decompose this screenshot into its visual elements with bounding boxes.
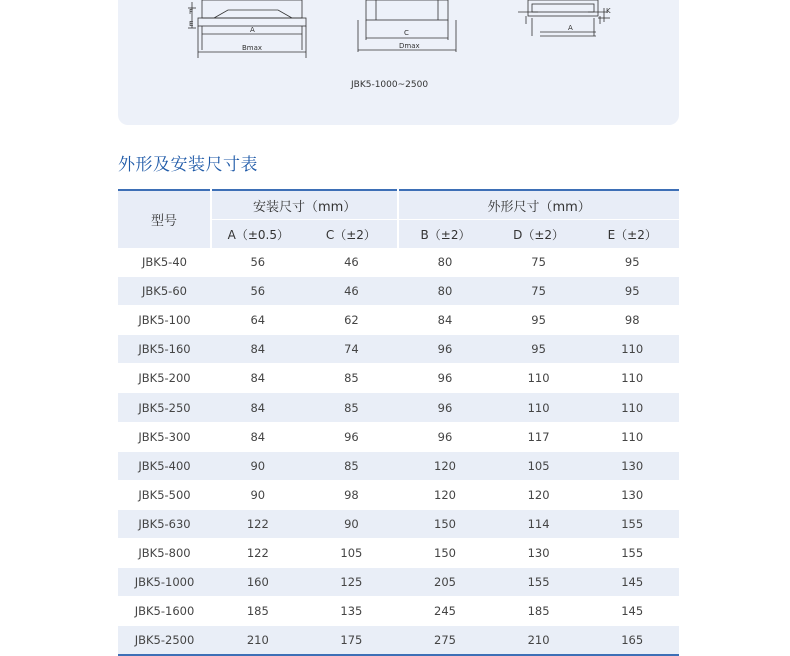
cell-d: 120 [492, 480, 586, 509]
table-row [118, 248, 679, 277]
cell-model: JBK5-100 [118, 306, 211, 335]
cell-a: 84 [211, 364, 305, 393]
header-c: C（±2） [305, 220, 399, 249]
table-header-row [118, 190, 679, 220]
cell-model: JBK5-40 [118, 248, 211, 277]
table-row [118, 451, 679, 480]
cell-e: 145 [585, 597, 679, 626]
cell-e: 110 [585, 393, 679, 422]
cell-d: 130 [492, 538, 586, 567]
cell-model: JBK5-60 [118, 277, 211, 306]
cell-c: 46 [305, 277, 399, 306]
cell-model: JBK5-400 [118, 451, 211, 480]
cell-a: 210 [211, 626, 305, 656]
table-row [118, 277, 679, 306]
cell-b: 150 [398, 538, 492, 567]
cell-d: 114 [492, 509, 586, 538]
drawing-caption: JBK5-1000~2500 [351, 80, 429, 90]
cell-model: JBK5-160 [118, 335, 211, 364]
table-row [118, 422, 679, 451]
cell-c: 85 [305, 393, 399, 422]
table-row [118, 626, 679, 656]
dim-label-a-right: A [568, 24, 573, 32]
cell-a: 160 [211, 568, 305, 597]
cell-d: 210 [492, 626, 586, 656]
cell-d: 110 [492, 393, 586, 422]
cell-b: 96 [398, 335, 492, 364]
dimension-drawing-panel [118, 0, 679, 125]
cell-e: 165 [585, 626, 679, 656]
dim-label-k: K [606, 7, 611, 15]
cell-a: 122 [211, 538, 305, 567]
cell-e: 95 [585, 277, 679, 306]
cell-model: JBK5-200 [118, 364, 211, 393]
cell-a: 56 [211, 277, 305, 306]
cell-model: JBK5-500 [118, 480, 211, 509]
cell-e: 110 [585, 364, 679, 393]
cell-model: JBK5-1000 [118, 568, 211, 597]
section-title: 外形及安装尺寸表 [118, 155, 258, 175]
cell-c: 85 [305, 451, 399, 480]
table-row [118, 597, 679, 626]
table-row [118, 364, 679, 393]
cell-a: 90 [211, 480, 305, 509]
cell-model: JBK5-300 [118, 422, 211, 451]
cell-e: 130 [585, 451, 679, 480]
table-row [118, 335, 679, 364]
cell-model: JBK5-2500 [118, 626, 211, 656]
cell-a: 84 [211, 393, 305, 422]
cell-model: JBK5-1600 [118, 597, 211, 626]
dim-label-dmax: Dmax [399, 42, 420, 50]
cell-c: 175 [305, 626, 399, 656]
cell-b: 84 [398, 306, 492, 335]
table-row [118, 538, 679, 567]
cell-c: 74 [305, 335, 399, 364]
table-row [118, 480, 679, 509]
cell-a: 122 [211, 509, 305, 538]
top-view-drawing [518, 0, 610, 36]
header-install-dimensions: 安装尺寸（mm） [211, 190, 398, 220]
header-e: E（±2） [585, 220, 679, 249]
cell-model: JBK5-800 [118, 538, 211, 567]
cell-b: 150 [398, 509, 492, 538]
dim-label-bmax: Bmax [242, 44, 263, 52]
table-row [118, 568, 679, 597]
cell-c: 135 [305, 597, 399, 626]
cell-e: 155 [585, 538, 679, 567]
cell-a: 90 [211, 451, 305, 480]
cell-a: 64 [211, 306, 305, 335]
header-model: 型号 [118, 190, 211, 248]
header-d: D（±2） [492, 220, 586, 249]
cell-a: 84 [211, 335, 305, 364]
cell-c: 46 [305, 248, 399, 277]
cell-c: 62 [305, 306, 399, 335]
cell-model: JBK5-630 [118, 509, 211, 538]
cell-c: 96 [305, 422, 399, 451]
header-a: A（±0.5） [211, 220, 305, 249]
dimension-drawing [118, 0, 679, 125]
cell-b: 275 [398, 626, 492, 656]
table-row [118, 509, 679, 538]
header-b: B（±2） [398, 220, 492, 249]
cell-c: 85 [305, 364, 399, 393]
cell-e: 155 [585, 509, 679, 538]
cell-model: JBK5-250 [118, 393, 211, 422]
cell-e: 145 [585, 568, 679, 597]
cell-b: 120 [398, 480, 492, 509]
cell-e: 130 [585, 480, 679, 509]
table-row [118, 393, 679, 422]
cell-a: 56 [211, 248, 305, 277]
cell-b: 96 [398, 364, 492, 393]
cell-a: 185 [211, 597, 305, 626]
dimension-table [118, 189, 679, 656]
header-outline-dimensions: 外形尺寸（mm） [398, 190, 679, 220]
cell-b: 245 [398, 597, 492, 626]
cell-e: 110 [585, 422, 679, 451]
cell-d: 155 [492, 568, 586, 597]
cell-b: 80 [398, 248, 492, 277]
cell-d: 95 [492, 335, 586, 364]
cell-c: 98 [305, 480, 399, 509]
cell-b: 205 [398, 568, 492, 597]
cell-b: 120 [398, 451, 492, 480]
cell-d: 110 [492, 364, 586, 393]
cell-d: 185 [492, 597, 586, 626]
cell-d: 105 [492, 451, 586, 480]
cell-e: 98 [585, 306, 679, 335]
cell-d: 75 [492, 248, 586, 277]
cell-c: 125 [305, 568, 399, 597]
dim-label-a-left: A [250, 26, 255, 34]
cell-d: 75 [492, 277, 586, 306]
table-row [118, 306, 679, 335]
table-body [118, 248, 679, 655]
dim-label-c: C [404, 29, 409, 37]
cell-c: 105 [305, 538, 399, 567]
cell-b: 96 [398, 393, 492, 422]
cell-c: 90 [305, 509, 399, 538]
cell-e: 110 [585, 335, 679, 364]
cell-d: 95 [492, 306, 586, 335]
dim-label-f: F [189, 8, 194, 16]
cell-e: 95 [585, 248, 679, 277]
cell-a: 84 [211, 422, 305, 451]
cell-b: 80 [398, 277, 492, 306]
cell-b: 96 [398, 422, 492, 451]
cell-d: 117 [492, 422, 586, 451]
dim-label-e: E [189, 20, 194, 28]
